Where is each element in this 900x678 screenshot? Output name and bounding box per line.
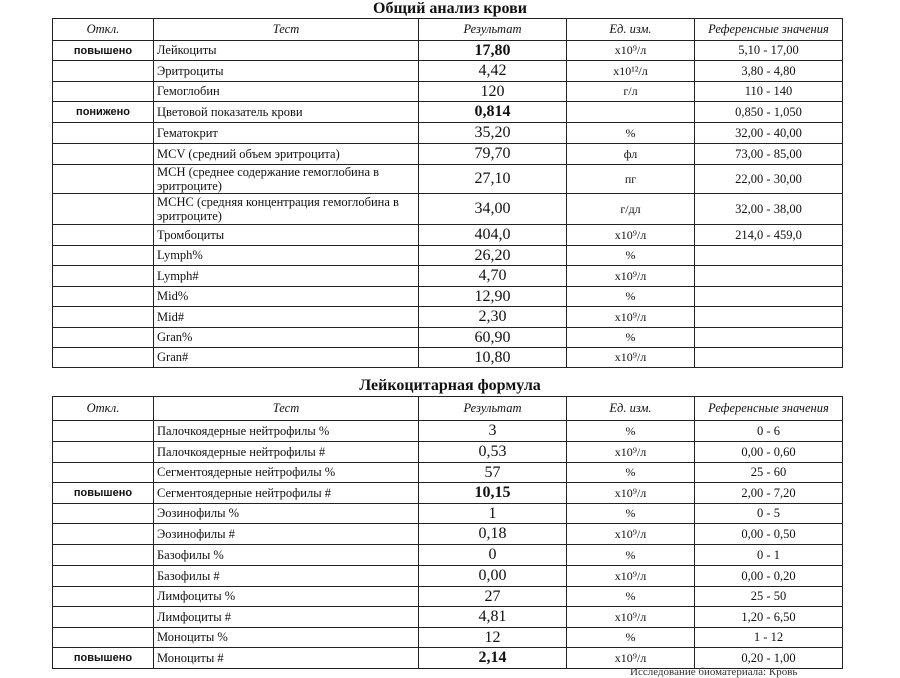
- deviation-cell: [53, 463, 154, 483]
- deviation-cell: [53, 194, 154, 225]
- header-result: Результат: [419, 19, 567, 41]
- unit-cell: x10⁹/л: [567, 307, 695, 328]
- result-cell: 12: [419, 628, 567, 648]
- deviation-cell: [53, 587, 154, 607]
- result-cell: 60,90: [419, 328, 567, 348]
- test-name-cell: Моноциты #: [154, 648, 419, 669]
- deviation-cell: [53, 307, 154, 328]
- unit-cell: %: [567, 587, 695, 607]
- table-row: [53, 225, 843, 246]
- table-row: [53, 246, 843, 266]
- test-name-cell: Mid#: [154, 307, 419, 328]
- test-name-cell: Лимфоциты #: [154, 607, 419, 628]
- deviation-cell: [53, 225, 154, 246]
- reference-cell: 5,10 - 17,00: [695, 41, 843, 61]
- unit-cell: x10⁹/л: [567, 41, 695, 61]
- unit-cell: x10⁹/л: [567, 607, 695, 628]
- result-cell: 0,18: [419, 524, 567, 545]
- reference-cell: 2,00 - 7,20: [695, 483, 843, 504]
- table-row: [53, 524, 843, 545]
- deviation-cell: повышено: [53, 648, 154, 669]
- reference-cell: 1,20 - 6,50: [695, 607, 843, 628]
- test-name-cell: Моноциты %: [154, 628, 419, 648]
- table-row: [53, 328, 843, 348]
- result-cell: 404,0: [419, 225, 567, 246]
- header-deviation: Откл.: [53, 397, 154, 421]
- reference-cell: [695, 287, 843, 307]
- deviation-cell: [53, 628, 154, 648]
- table-row: [53, 421, 843, 442]
- result-cell: 0: [419, 545, 567, 566]
- result-cell: 0,814: [419, 102, 567, 123]
- result-cell: 0,00: [419, 566, 567, 587]
- result-cell: 4,81: [419, 607, 567, 628]
- cbc-table: [52, 18, 843, 368]
- reference-cell: 0,20 - 1,00: [695, 648, 843, 669]
- reference-cell: 0 - 5: [695, 504, 843, 524]
- deviation-cell: [53, 421, 154, 442]
- table-row: [53, 307, 843, 328]
- unit-cell: фл: [567, 144, 695, 165]
- test-name-cell: Палочкоядерные нейтрофилы #: [154, 442, 419, 463]
- table-row: [53, 566, 843, 587]
- unit-cell: %: [567, 545, 695, 566]
- reference-cell: 0,00 - 0,60: [695, 442, 843, 463]
- reference-cell: 0,00 - 0,50: [695, 524, 843, 545]
- test-name-cell: Тромбоциты: [154, 225, 419, 246]
- test-name-cell: MCH (среднее содержание гемоглобина в эритроците): [154, 165, 419, 194]
- reference-cell: 1 - 12: [695, 628, 843, 648]
- table-row: [53, 144, 843, 165]
- unit-cell: x10⁹/л: [567, 483, 695, 504]
- unit-cell: x10⁹/л: [567, 225, 695, 246]
- unit-cell: x10⁹/л: [567, 442, 695, 463]
- test-name-cell: Лейкоциты: [154, 41, 419, 61]
- test-name-cell: Gran%: [154, 328, 419, 348]
- reference-cell: [695, 328, 843, 348]
- result-cell: 10,15: [419, 483, 567, 504]
- result-cell: 0,53: [419, 442, 567, 463]
- table-row: [53, 266, 843, 287]
- result-cell: 2,30: [419, 307, 567, 328]
- table-row: [53, 61, 843, 82]
- test-name-cell: MCHC (средняя концентрация гемоглобина в эритроците): [154, 194, 419, 225]
- table-header-row: [53, 397, 843, 421]
- reference-cell: 3,80 - 4,80: [695, 61, 843, 82]
- test-name-cell: Lymph%: [154, 246, 419, 266]
- table-row: [53, 463, 843, 483]
- header-reference: Референсные значения: [695, 397, 843, 421]
- table-row: [53, 165, 843, 194]
- result-cell: 3: [419, 421, 567, 442]
- table-row: [53, 194, 843, 225]
- reference-cell: 32,00 - 40,00: [695, 123, 843, 144]
- header-result: Результат: [419, 397, 567, 421]
- deviation-cell: понижено: [53, 102, 154, 123]
- test-name-cell: Сегментоядерные нейтрофилы #: [154, 483, 419, 504]
- deviation-cell: [53, 165, 154, 194]
- test-name-cell: Гематокрит: [154, 123, 419, 144]
- header-test: Тест: [154, 19, 419, 41]
- deviation-cell: [53, 266, 154, 287]
- result-cell: 120: [419, 82, 567, 102]
- test-name-cell: Эозинофилы %: [154, 504, 419, 524]
- test-name-cell: Mid%: [154, 287, 419, 307]
- table-row: [53, 483, 843, 504]
- deviation-cell: [53, 607, 154, 628]
- deviation-cell: [53, 328, 154, 348]
- header-test: Тест: [154, 397, 419, 421]
- table-row: [53, 504, 843, 524]
- reference-cell: 0 - 6: [695, 421, 843, 442]
- reference-cell: [695, 348, 843, 368]
- unit-cell: %: [567, 287, 695, 307]
- unit-cell: %: [567, 123, 695, 144]
- test-name-cell: Базофилы #: [154, 566, 419, 587]
- reference-cell: 32,00 - 38,00: [695, 194, 843, 225]
- header-deviation: Откл.: [53, 19, 154, 41]
- reference-cell: 0,00 - 0,20: [695, 566, 843, 587]
- reference-cell: 110 - 140: [695, 82, 843, 102]
- reference-cell: 0 - 1: [695, 545, 843, 566]
- result-cell: 10,80: [419, 348, 567, 368]
- result-cell: 27: [419, 587, 567, 607]
- test-name-cell: Эозинофилы #: [154, 524, 419, 545]
- deviation-cell: [53, 348, 154, 368]
- unit-cell: г/л: [567, 82, 695, 102]
- result-cell: 2,14: [419, 648, 567, 669]
- test-name-cell: MCV (средний объем эритроцита): [154, 144, 419, 165]
- deviation-cell: [53, 61, 154, 82]
- result-cell: 17,80: [419, 41, 567, 61]
- deviation-cell: [53, 246, 154, 266]
- reference-cell: [695, 246, 843, 266]
- result-cell: 26,20: [419, 246, 567, 266]
- table-row: [53, 348, 843, 368]
- test-name-cell: Lymph#: [154, 266, 419, 287]
- table-row: [53, 123, 843, 144]
- table-row: [53, 628, 843, 648]
- result-cell: 1: [419, 504, 567, 524]
- result-cell: 35,20: [419, 123, 567, 144]
- unit-cell: %: [567, 504, 695, 524]
- table-row: [53, 287, 843, 307]
- deviation-cell: [53, 287, 154, 307]
- reference-cell: 25 - 60: [695, 463, 843, 483]
- test-name-cell: Цветовой показатель крови: [154, 102, 419, 123]
- deviation-cell: повышено: [53, 483, 154, 504]
- unit-cell: %: [567, 328, 695, 348]
- unit-cell: %: [567, 421, 695, 442]
- section-title: Лейкоцитарная формула: [359, 377, 541, 394]
- deviation-cell: [53, 504, 154, 524]
- leukocyte-formula-table: [52, 396, 843, 669]
- unit-cell: г/дл: [567, 194, 695, 225]
- page-title: Общий анализ крови: [373, 0, 527, 17]
- header-unit: Ед. изм.: [567, 397, 695, 421]
- deviation-cell: [53, 442, 154, 463]
- unit-cell: %: [567, 463, 695, 483]
- unit-cell: x10⁹/л: [567, 524, 695, 545]
- deviation-cell: [53, 144, 154, 165]
- reference-cell: [695, 307, 843, 328]
- deviation-cell: [53, 82, 154, 102]
- test-name-cell: Палочкоядерные нейтрофилы %: [154, 421, 419, 442]
- reference-cell: 73,00 - 85,00: [695, 144, 843, 165]
- test-name-cell: Лимфоциты %: [154, 587, 419, 607]
- reference-cell: 214,0 - 459,0: [695, 225, 843, 246]
- test-name-cell: Gran#: [154, 348, 419, 368]
- result-cell: 79,70: [419, 144, 567, 165]
- test-name-cell: Эритроциты: [154, 61, 419, 82]
- unit-cell: x10⁹/л: [567, 266, 695, 287]
- table-row: [53, 41, 843, 61]
- table-header-row: [53, 19, 843, 41]
- unit-cell: x10¹²/л: [567, 61, 695, 82]
- table-row: [53, 545, 843, 566]
- unit-cell: x10⁹/л: [567, 566, 695, 587]
- unit-cell: пг: [567, 165, 695, 194]
- result-cell: 12,90: [419, 287, 567, 307]
- test-name-cell: Базофилы %: [154, 545, 419, 566]
- footer-partial-text: Исследование биоматериала: Кровь: [630, 666, 798, 678]
- result-cell: 4,42: [419, 61, 567, 82]
- reference-cell: 0,850 - 1,050: [695, 102, 843, 123]
- unit-cell: %: [567, 628, 695, 648]
- test-name-cell: Гемоглобин: [154, 82, 419, 102]
- deviation-cell: [53, 524, 154, 545]
- unit-cell: %: [567, 246, 695, 266]
- result-cell: 34,00: [419, 194, 567, 225]
- reference-cell: 25 - 50: [695, 587, 843, 607]
- table-row: [53, 587, 843, 607]
- header-unit: Ед. изм.: [567, 19, 695, 41]
- reference-cell: [695, 266, 843, 287]
- deviation-cell: повышено: [53, 41, 154, 61]
- unit-cell: [567, 102, 695, 123]
- table-row: [53, 82, 843, 102]
- test-name-cell: Сегментоядерные нейтрофилы %: [154, 463, 419, 483]
- deviation-cell: [53, 566, 154, 587]
- deviation-cell: [53, 123, 154, 144]
- table-row: [53, 102, 843, 123]
- reference-cell: 22,00 - 30,00: [695, 165, 843, 194]
- header-reference: Референсные значения: [695, 19, 843, 41]
- unit-cell: x10⁹/л: [567, 348, 695, 368]
- result-cell: 27,10: [419, 165, 567, 194]
- result-cell: 57: [419, 463, 567, 483]
- table-row: [53, 442, 843, 463]
- deviation-cell: [53, 545, 154, 566]
- unit-cell: x10⁹/л: [567, 648, 695, 669]
- table-row: [53, 607, 843, 628]
- result-cell: 4,70: [419, 266, 567, 287]
